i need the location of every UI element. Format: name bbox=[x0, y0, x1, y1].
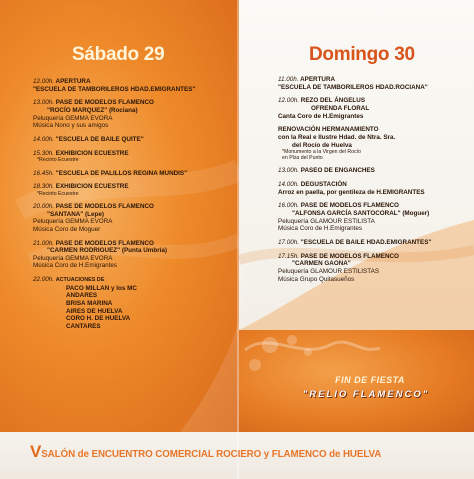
event-time: 20.00h. bbox=[33, 203, 55, 211]
event-title: REZO DEL ÁNGELUS bbox=[300, 97, 366, 105]
sunday-schedule bbox=[278, 76, 468, 289]
event-time: 14.00h. bbox=[33, 135, 55, 143]
footer-title bbox=[30, 442, 470, 462]
schedule-item bbox=[278, 181, 468, 196]
performer: BRISA MARINA bbox=[66, 299, 113, 307]
event-location: *Recinto Ecuestre bbox=[37, 190, 79, 197]
event-time: 18.30h. bbox=[33, 183, 55, 191]
event-title: APERTURA bbox=[300, 76, 336, 83]
performer: AIRES DE HUELVA bbox=[66, 307, 123, 315]
event-detail: "ALFONSA GARCÍA SANTOCORAL" (Moguer) bbox=[292, 210, 430, 218]
event-time: 16.45h. bbox=[33, 169, 55, 177]
event-time: 11.00h. bbox=[278, 76, 299, 83]
closing-subtitle: "RELIO FLAMENCO" bbox=[302, 389, 430, 400]
event-title: ACTUACIONES DE bbox=[55, 277, 105, 284]
performer: PACO MILLAN y los MC bbox=[66, 284, 137, 292]
event-detail: "ESCUELA DE TAMBORILEROS HDAD.ROCIANA" bbox=[278, 83, 428, 91]
event-title: PASE DE MODELOS FLAMENCO bbox=[55, 203, 154, 211]
schedule-item bbox=[33, 183, 233, 197]
schedule-item bbox=[278, 167, 468, 175]
event-time: 12.00h. bbox=[278, 97, 300, 105]
event-detail: Música Coro de Moguer bbox=[33, 225, 101, 233]
event-title: EXHIBICION ECUESTRE bbox=[55, 149, 129, 157]
fold-line bbox=[237, 0, 239, 479]
closing-title: FIN DE FIESTA bbox=[335, 375, 405, 385]
schedule-item bbox=[33, 136, 233, 144]
schedule-item bbox=[278, 202, 468, 232]
event-title: PASE DE MODELOS FLAMENCO bbox=[300, 202, 399, 210]
event-detail: Música Grupo Quitasueños bbox=[278, 275, 355, 283]
schedule-item bbox=[278, 97, 468, 120]
event-detail: "SANTANA" (Lepe) bbox=[47, 210, 104, 218]
event-time: 13.00h. bbox=[278, 167, 300, 175]
performer: CORO H. DE HUELVA bbox=[66, 315, 131, 323]
schedule-item bbox=[33, 78, 233, 93]
event-detail: Peluquería GEMMA EVORA bbox=[33, 114, 113, 122]
event-title: PASE DE MODELOS FLAMENCO bbox=[55, 99, 154, 107]
event-detail: Música Coro de H.Emigrantes bbox=[33, 262, 117, 270]
event-location: en Plza del Punto bbox=[282, 155, 323, 162]
event-title: "ESCUELA DE PALILLOS REGINA MUNDIS" bbox=[55, 169, 188, 177]
event-title: RENOVACIÓN HERMANAMIENTO bbox=[278, 126, 379, 134]
event-time: 17.00h. bbox=[278, 239, 300, 247]
event-time: 22.00h. bbox=[33, 276, 55, 284]
event-detail: "CARMEN RODRIGUEZ" (Punta Umbría) bbox=[47, 247, 168, 255]
event-title: "ESCUELA DE BAILE QUITE" bbox=[55, 135, 144, 143]
event-detail: Música Nono y sus amigos bbox=[33, 122, 109, 130]
event-time: 16.00h. bbox=[278, 202, 300, 210]
event-detail: Peluquería GLAMOUR ESTILISTA bbox=[278, 217, 375, 225]
event-detail: OFRENDA FLORAL bbox=[311, 104, 370, 112]
event-detail: Canta Coro de H.Emigrantes bbox=[278, 112, 364, 120]
event-time: 12.00h. bbox=[33, 78, 55, 85]
event-detail: Música Coro de H.Emigrantes bbox=[278, 225, 362, 233]
event-title: PASE DE MODELOS FLAMENCO bbox=[55, 239, 154, 247]
event-location: *Monumento a la Virgen del Rocío bbox=[282, 149, 361, 156]
event-title: PASEO DE ENGANCHES bbox=[300, 167, 375, 175]
footer-initial: V bbox=[30, 442, 42, 461]
event-detail: "CARMEN GAONA" bbox=[292, 260, 351, 268]
event-location: *Recinto Ecuestre bbox=[37, 157, 79, 164]
schedule-item bbox=[33, 99, 233, 129]
event-detail: del Rocío de Huelva bbox=[292, 141, 352, 149]
schedule-item bbox=[33, 203, 233, 233]
schedule-item bbox=[278, 76, 468, 91]
schedule-item bbox=[33, 150, 233, 164]
event-time: 21.00h. bbox=[33, 239, 55, 247]
schedule-item bbox=[33, 276, 233, 330]
saturday-schedule bbox=[33, 78, 233, 337]
event-time: 15.30h. bbox=[33, 149, 55, 157]
schedule-item bbox=[278, 239, 468, 247]
schedule-item bbox=[278, 126, 468, 161]
performer: ANDARES bbox=[66, 292, 98, 300]
performer: CANTARES bbox=[66, 322, 101, 330]
event-title: DEGUSTACIÓN bbox=[300, 181, 347, 189]
event-title: PASE DE MODELOS FLAMENCO bbox=[300, 252, 399, 260]
saturday-heading: Sábado 29 bbox=[72, 44, 165, 65]
event-detail: Peluquería GEMMA EVORA bbox=[33, 218, 113, 226]
event-title: EXHIBICION ECUESTRE bbox=[55, 183, 129, 191]
event-title: "ESCUELA DE BAILE HDAD.EMIGRANTES" bbox=[300, 239, 432, 247]
event-time: 17.15h. bbox=[278, 252, 300, 260]
schedule-item bbox=[33, 170, 233, 178]
event-time: 13.00h. bbox=[33, 99, 55, 107]
schedule-item bbox=[278, 253, 468, 283]
event-detail: Peluquería GLAMOUR ESTILISTAS bbox=[278, 268, 380, 275]
event-time: 14.00h. bbox=[278, 181, 300, 189]
event-detail: "ESCUELA DE TAMBORILEROS HDAD.EMIGRANTES" bbox=[33, 85, 196, 93]
event-detail: "ROCÍO MARQUEZ" (Rociana) bbox=[47, 106, 138, 114]
footer-text: SALÓN de ENCUENTRO COMERCIAL ROCIERO y FLAMENCO de HUELVA bbox=[41, 449, 382, 460]
event-detail: Arroz en paella, por gentileza de H.EMIGRANTES bbox=[278, 188, 425, 196]
sunday-heading: Domingo 30 bbox=[309, 44, 415, 65]
event-detail: Peluquería GEMMA EVORA bbox=[33, 254, 113, 262]
event-detail: con la Real e Ilustre Hdad. de Ntra. Sra. bbox=[278, 133, 396, 141]
schedule-item bbox=[33, 240, 233, 270]
event-title: APERTURA bbox=[55, 78, 91, 85]
